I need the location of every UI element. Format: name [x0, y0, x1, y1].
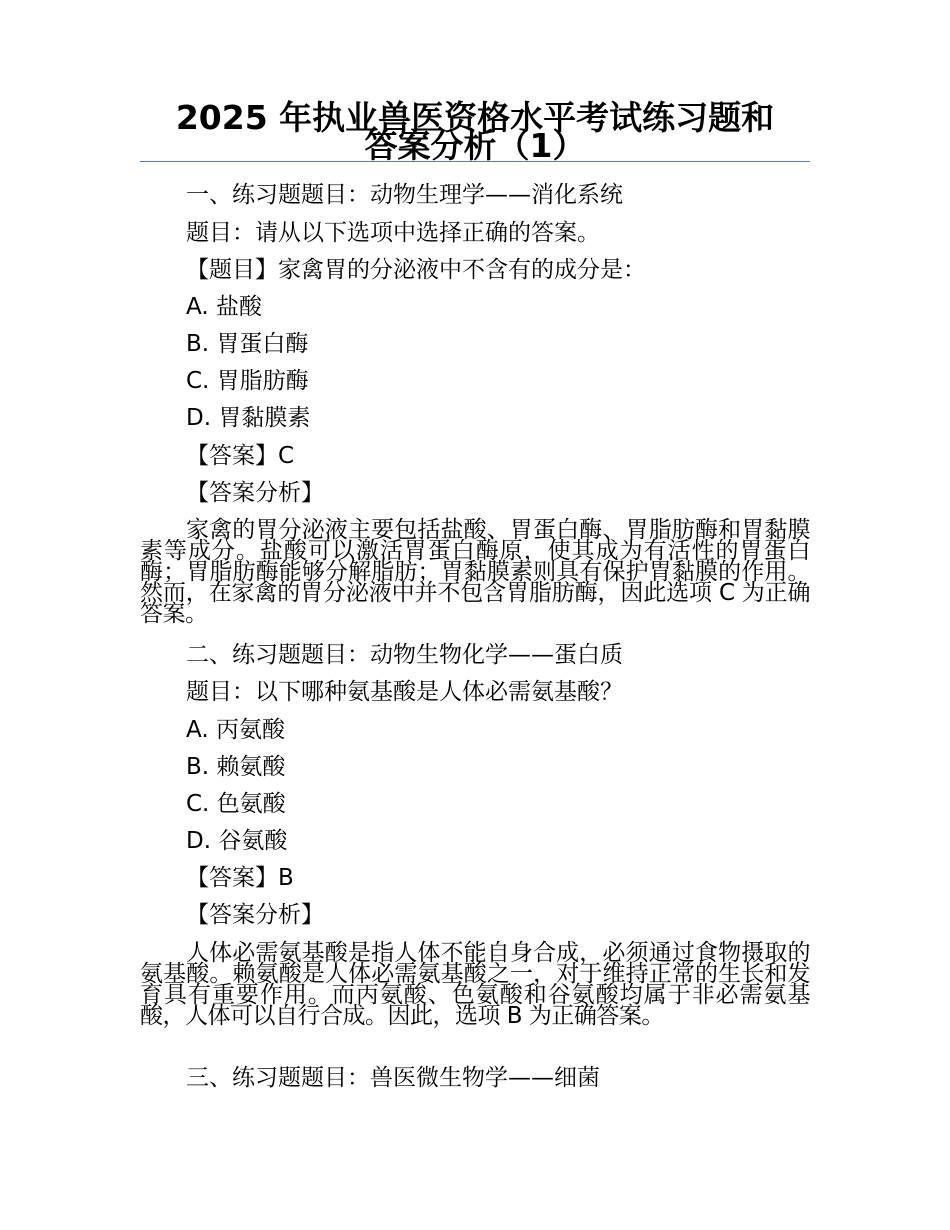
section-2-option-a: A. 丙氨酸: [186, 717, 285, 743]
section-2-heading: 二、练习题题目：动物生物化学——蛋白质: [186, 642, 623, 668]
section-1-prompt: 题目：请从以下选项中选择正确的答案。: [186, 220, 600, 246]
section-2-analysis-label: 【答案分析】: [186, 902, 324, 928]
section-2-option-d: D. 谷氨酸: [186, 828, 288, 854]
section-1-analysis-text: 家禽的胃分泌液主要包括盐酸、胃蛋白酶、胃脂肪酶和胃黏膜素等成分。盐酸可以激活胃蛋白酶原，使其成为有活性的胃蛋白酶；胃脂肪酶能够分解脂肪；胃黏膜素则具有保护胃黏膜的作用。然而，在家禽的胃分泌液中并不包含胃脂肪酶，因此选项 C 为正确答案。: [140, 517, 810, 627]
section-1-option-d: D. 胃黏膜素: [186, 405, 311, 431]
section-2-analysis-text: 人体必需氨基酸是指人体不能自身合成，必须通过食物摄取的氨基酸。赖氨酸是人体必需氨基酸之一，对于维持正常的生长和发育具有重要作用。而丙氨酸、色氨酸和谷氨酸均属于非必需氨基酸，人体可以自行合成。因此，选项 B 为正确答案。: [140, 940, 810, 1029]
title-divider: [140, 161, 810, 162]
section-3-heading: 三、练习题题目：兽医微生物学——细菌: [186, 1065, 600, 1091]
section-2-answer: 【答案】B: [186, 865, 294, 891]
page-title: [140, 98, 810, 165]
section-1-option-a: A. 盐酸: [186, 294, 262, 320]
section-2-option-b: B. 赖氨酸: [186, 754, 286, 780]
section-1-question: 【题目】家禽胃的分泌液中不含有的成分是：: [186, 257, 646, 283]
section-1-heading: 一、练习题题目：动物生理学——消化系统: [186, 182, 623, 208]
section-1-option-c: C. 胃脂肪酶: [186, 368, 309, 394]
title-line-1: 2025 年执业兽医资格水平考试练习题和: [175, 98, 775, 137]
section-1-answer: 【答案】C: [186, 443, 295, 469]
section-1-option-b: B. 胃蛋白酶: [186, 331, 309, 357]
title-line-2: 答案分析（1）: [364, 126, 586, 165]
section-2-prompt: 题目：以下哪种氨基酸是人体必需氨基酸？: [186, 679, 623, 705]
section-2-option-c: C. 色氨酸: [186, 791, 286, 817]
section-1-analysis-label: 【答案分析】: [186, 480, 324, 506]
